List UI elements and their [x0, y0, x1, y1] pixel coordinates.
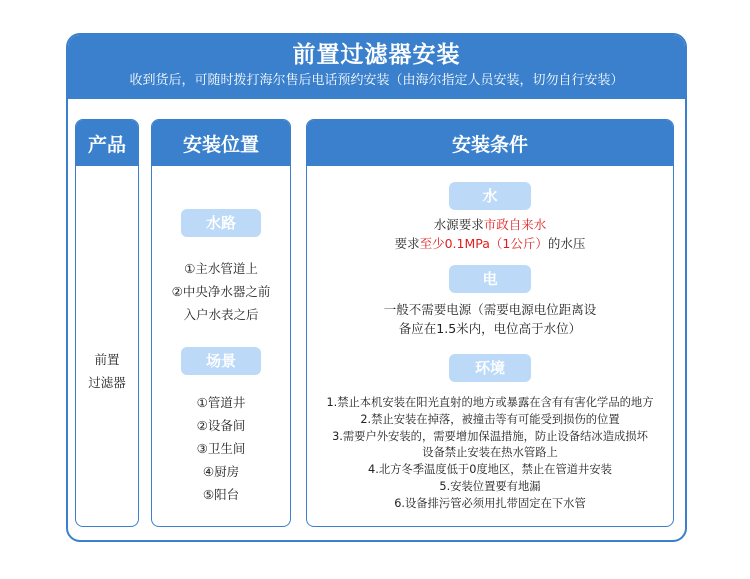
scene-item-5: ⑤阳台: [202, 487, 240, 502]
scene-item-1: ①管道井: [196, 395, 246, 410]
scene-item-2: ②设备间: [196, 418, 246, 433]
env-rule-1: 1.禁止本机安装在阳光直射的地方或暴露在含有有害化学品的地方: [326, 396, 654, 409]
location-column: [151, 119, 291, 527]
env-rule-4: 4.北方冬季温度低于0度地区，禁止在管道井安装: [368, 463, 612, 477]
product-column: [75, 119, 139, 527]
env-rule-2: 2.禁止安装在掉落，被撞击等有可能受到损伤的位置: [360, 412, 620, 426]
water-pressure-suffix: 的水压: [547, 236, 586, 251]
env-rule-3-cont: 设备禁止安装在热水管路上: [422, 446, 558, 460]
water-pressure-prefix: 要求: [394, 236, 420, 251]
waterway-label: 水路: [181, 209, 261, 237]
product-heading: 产品: [76, 120, 138, 166]
power-label: 电: [449, 265, 531, 293]
conditions-heading: 安装条件: [307, 120, 673, 166]
page-title: 前置过滤器安装: [292, 42, 461, 68]
water-requirement-source: [307, 215, 673, 234]
power-line-2: 备应在1.5米内，电位高于水位）: [398, 321, 582, 336]
scene-item-3: ③卫生间: [196, 441, 246, 456]
waterway-item-1: ①主水管道上: [184, 261, 258, 276]
water-label: 水: [449, 182, 531, 210]
product-name-line1: 前置: [94, 352, 120, 367]
water-source-highlight: 市政自来水: [483, 217, 547, 232]
water-requirement-pressure: [307, 234, 673, 253]
env-rule-3: 3.需要户外安装的，需要增加保温措施，防止设备结冰造成损坏: [332, 429, 648, 443]
env-rule-5: 5.安装位置要有地漏: [439, 479, 541, 493]
scene-item-4: ④厨房: [202, 464, 240, 479]
water-pressure-highlight: 至少0.1MPa（1公斤）: [419, 236, 548, 251]
env-rule-6: 6.设备排污管必须用扎带固定在下水管: [394, 496, 586, 510]
page-subtitle: 收到货后，可随时拨打海尔售后电话预约安装（由海尔指定人员安装，切勿自行安装）: [129, 73, 624, 88]
water-source-prefix: 水源要求: [433, 217, 484, 232]
power-line-1: 一般不需要电源（需要电源电位距离设: [383, 302, 597, 317]
product-name-line2: 过滤器: [88, 375, 126, 390]
environment-label: 环境: [449, 354, 531, 382]
header-banner: [68, 35, 685, 99]
location-heading: 安装位置: [152, 120, 290, 166]
waterway-item-2: ②中央净水器之前: [171, 284, 271, 299]
scene-label: 场景: [181, 347, 261, 375]
conditions-column: [306, 119, 674, 527]
waterway-item-3: 入户水表之后: [183, 307, 259, 322]
